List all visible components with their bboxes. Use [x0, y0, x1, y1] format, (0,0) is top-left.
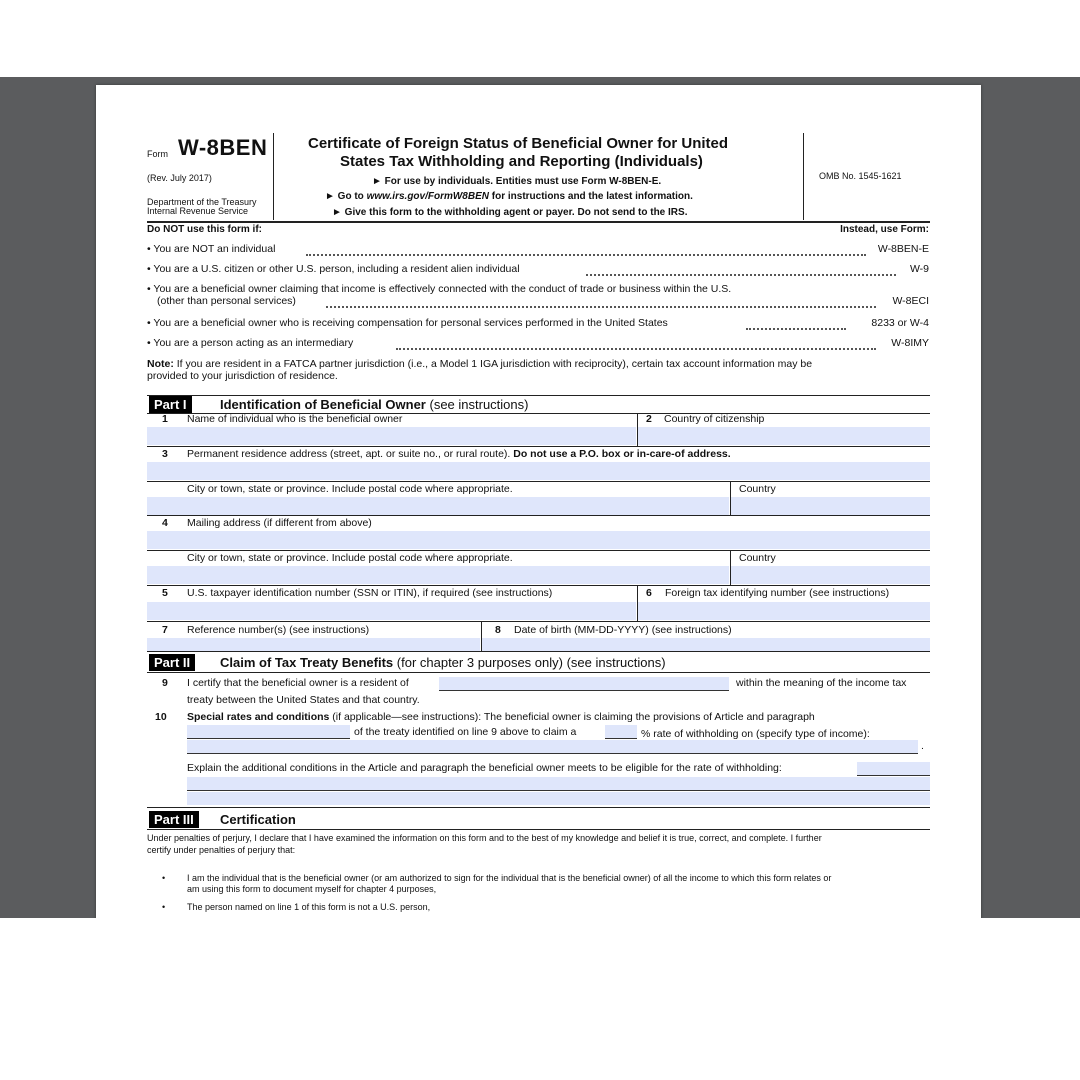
leader-dots: [396, 348, 876, 350]
exclusion-item: • You are a beneficial owner claiming that income is effectively connected with the conduct of trade or business within the U.S.: [147, 283, 732, 295]
line-number: 10: [155, 711, 167, 723]
line10-text-3: % rate of withholding on (specify type of income):: [641, 728, 870, 740]
line-number: 6: [646, 587, 652, 599]
permanent-address-input[interactable]: [147, 462, 930, 480]
permanent-city-input[interactable]: [147, 497, 729, 515]
treaty-country-input[interactable]: [439, 677, 729, 691]
exclusion-item-continued: (other than personal services): [157, 295, 296, 307]
form-page: [96, 85, 981, 918]
bullet: •: [162, 902, 166, 912]
part3-label: Part III: [149, 811, 199, 828]
header-divider-right: [803, 133, 804, 220]
line9-text-2: treaty between the United States and that country.: [187, 694, 420, 706]
part2-title: Claim of Tax Treaty Benefits (for chapter 3 purposes only) (see instructions): [220, 655, 666, 670]
exclusion-form: 8233 or W-4: [871, 317, 929, 329]
line-number: 2: [646, 413, 652, 425]
line-number: 3: [162, 448, 168, 460]
bullet: •: [162, 873, 166, 883]
part3-title: Certification: [220, 812, 296, 827]
exclusion-form: W-8BEN-E: [877, 243, 929, 255]
conditions-input-1[interactable]: [857, 762, 930, 776]
country-label: Country: [739, 483, 776, 495]
exclusion-item: • You are a U.S. citizen or other U.S. person, including a resident alien individual: [147, 263, 520, 275]
document-viewer: [0, 77, 1080, 918]
line1-label: Name of individual who is the beneficial owner: [187, 413, 403, 425]
line5-label: U.S. taxpayer identification number (SSN or ITIN), if required (see instructions): [187, 587, 553, 599]
certification-intro-2: certify under penalties of perjury that:: [147, 845, 296, 855]
leader-dots: [586, 274, 896, 276]
leader-dots: [306, 254, 866, 256]
irs-link[interactable]: www.irs.gov/FormW8BEN: [366, 191, 489, 202]
certification-item-2: The person named on line 1 of this form is not a U.S. person,: [187, 902, 431, 912]
form-title-line-2: States Tax Withholding and Reporting (Individuals): [340, 153, 703, 170]
mailing-city-input[interactable]: [147, 566, 729, 584]
instead-use-heading: Instead, use Form:: [840, 224, 929, 235]
permanent-country-input[interactable]: [731, 497, 930, 515]
form-word: Form: [147, 149, 168, 159]
line2-label: Country of citizenship: [664, 413, 765, 425]
line-number: 7: [162, 624, 168, 636]
certification-intro: Under penalties of perjury, I declare that I have examined the information on this form and to the best of my knowledge and belief it is true, correct, and complete. I further: [147, 833, 822, 843]
exclusion-item: • You are NOT an individual: [147, 243, 276, 255]
row-rule: [147, 446, 930, 447]
line9-text: I certify that the beneficial owner is a resident of: [187, 677, 409, 689]
instruction-entities: ► For use by individuals. Entities must use Form W-8BEN-E.: [372, 176, 662, 187]
fatca-note-continued: provided to your jurisdiction of residence.: [147, 370, 338, 382]
country-label: Country: [739, 552, 776, 564]
row-rule: [147, 621, 930, 622]
instruction-give-form: ► Give this form to the withholding agent or payer. Do not send to the IRS.: [332, 207, 688, 218]
date-of-birth-input[interactable]: [482, 638, 930, 651]
part3-title-rule: [147, 829, 930, 830]
certification-item-1: I am the individual that is the beneficial owner (or am authorized to sign for the individual that is the beneficial owner) of all the income to which this form relates or: [187, 873, 832, 883]
part2-label: Part II: [149, 654, 195, 671]
exclusion-item: • You are a beneficial owner who is receiving compensation for personal services performed in the United States: [147, 317, 668, 329]
line3-label: Permanent residence address (street, apt. or suite no., or rural route). Do not use a P.O. box or in-care-of address.: [187, 448, 731, 460]
part3-top-rule: [147, 807, 930, 808]
exclusion-form: W-8IMY: [891, 337, 929, 349]
line7-label: Reference number(s) (see instructions): [187, 624, 370, 636]
article-paragraph-input[interactable]: [187, 725, 350, 739]
line-number: 5: [162, 587, 168, 599]
line-number: 8: [495, 624, 501, 636]
foreign-tin-input[interactable]: [638, 602, 930, 620]
line10-explain: Explain the additional conditions in the Article and paragraph the beneficial owner meets to be eligible for the rate of withholding:: [187, 762, 782, 774]
line8-label: Date of birth (MM-DD-YYYY) (see instructions): [514, 624, 732, 636]
line10-text: Special rates and conditions (if applicable—see instructions): The beneficial owner is claiming the provisions of Article and paragraph: [187, 711, 815, 723]
conditions-input-3[interactable]: [187, 792, 930, 805]
city-label: City or town, state or province. Include postal code where appropriate.: [187, 552, 513, 564]
form-code: W-8BEN: [178, 135, 268, 160]
instruction-website: ► Go to www.irs.gov/FormW8BEN for instructions and the latest information.: [325, 191, 693, 202]
department-line-2: Internal Revenue Service: [147, 206, 249, 216]
mailing-country-input[interactable]: [731, 566, 930, 584]
certification-item-1-continued: am using this form to document myself for chapter 4 purposes,: [187, 884, 437, 894]
reference-number-input[interactable]: [147, 638, 480, 651]
part1-label: Part I: [149, 396, 192, 413]
line-number: 4: [162, 517, 168, 529]
leader-dots: [746, 328, 846, 330]
income-type-input[interactable]: [187, 740, 918, 754]
row-rule: [147, 515, 930, 516]
exclusion-item: • You are a person acting as an intermediary: [147, 337, 354, 349]
withholding-rate-input[interactable]: [605, 725, 637, 739]
line-number: 1: [162, 413, 168, 425]
country-of-citizenship-input[interactable]: [638, 427, 930, 445]
do-not-use-heading: Do NOT use this form if:: [147, 224, 262, 235]
beneficial-owner-name-input[interactable]: [147, 427, 636, 445]
row-rule: [147, 585, 930, 586]
city-label: City or town, state or province. Include postal code where appropriate.: [187, 483, 513, 495]
part1-title: Identification of Beneficial Owner (see instructions): [220, 397, 529, 412]
conditions-input-2[interactable]: [187, 777, 930, 791]
form-title-line-1: Certificate of Foreign Status of Beneficial Owner for United: [308, 135, 729, 152]
line9-text-continued: within the meaning of the income tax: [736, 677, 907, 689]
mailing-address-input[interactable]: [147, 531, 930, 549]
header-divider-left: [273, 133, 274, 220]
leader-dots: [326, 306, 876, 308]
line4-label: Mailing address (if different from above): [187, 517, 372, 529]
department-line-1: Department of the Treasury: [147, 197, 257, 207]
revision-date: (Rev. July 2017): [147, 173, 212, 183]
exclusion-form: W-9: [909, 263, 929, 275]
line10-period: .: [921, 740, 924, 752]
line-number: 9: [162, 677, 168, 689]
row-rule: [147, 550, 930, 551]
part2-title-rule: [147, 672, 930, 673]
header-rule: [147, 221, 930, 223]
exclusion-form: W-8ECI: [892, 295, 929, 307]
fatca-note: Note: If you are resident in a FATCA partner jurisdiction (i.e., a Model 1 IGA jurisdiction with reciprocity), certain tax account information may be: [147, 358, 813, 370]
omb-number: OMB No. 1545-1621: [819, 171, 902, 181]
line10-text-2: of the treaty identified on line 9 above to claim a: [354, 726, 577, 738]
row-rule: [147, 651, 930, 652]
line6-label: Foreign tax identifying number (see instructions): [665, 587, 890, 599]
us-tin-input[interactable]: [147, 602, 636, 620]
row-rule: [147, 481, 930, 482]
